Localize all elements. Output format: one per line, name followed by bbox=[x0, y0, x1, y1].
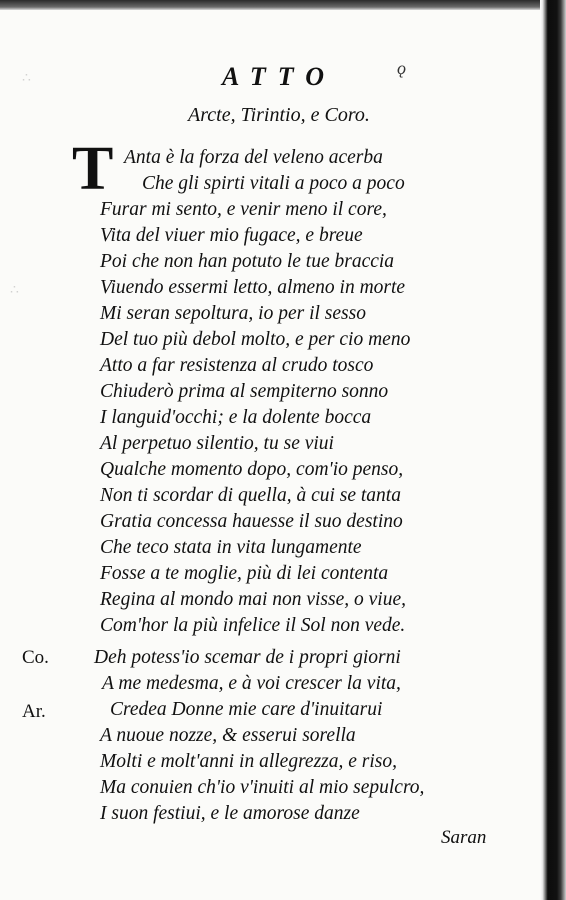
verse-line: Furar mi sento, e venir meno il core, bbox=[100, 199, 387, 220]
verse-line: Atto a far resistenza al crudo tosco bbox=[100, 355, 374, 376]
verse-line: Non ti scordar di quella, à cui se tanta bbox=[100, 485, 401, 506]
speaker-label: Ar. bbox=[22, 701, 46, 722]
verse-line: I suon festiui, e le amorose danze bbox=[100, 803, 360, 824]
verse-line: Che gli spirti vitali a poco a poco bbox=[142, 173, 405, 194]
verse-line: Anta è la forza del veleno acerba bbox=[124, 147, 383, 168]
verse-line: Qualche momento dopo, com'io penso, bbox=[100, 459, 404, 480]
speaker-label: Co. bbox=[22, 647, 49, 668]
verse-line: Com'hor la più infelice il Sol non vede. bbox=[100, 615, 406, 636]
running-head-mark: ǫ bbox=[397, 58, 406, 78]
verse-line: Credea Donne mie care d'inuitarui bbox=[110, 699, 383, 720]
verse-line: Al perpetuo silentio, tu se viui bbox=[100, 433, 334, 454]
verse-line: Ma conuien ch'io v'inuiti al mio sepulcro, bbox=[100, 777, 425, 798]
book-binding-edge bbox=[540, 0, 566, 900]
verse-line: Regina al mondo mai non visse, o viue, bbox=[100, 589, 406, 610]
page-top-edge bbox=[0, 0, 566, 10]
scene-heading: Arcte, Tirintio, e Coro. bbox=[188, 104, 370, 126]
verse-line: Vita del viuer mio fugace, e breue bbox=[100, 225, 363, 246]
print-bleed-mark: ∴ bbox=[10, 283, 19, 298]
verse-line: Gratia concessa hauesse il suo destino bbox=[100, 511, 403, 532]
running-head: ATTO bbox=[222, 62, 336, 91]
verse-line: Mi seran sepoltura, io per il sesso bbox=[100, 303, 366, 324]
verse-line: A nuoue nozze, & esserui sorella bbox=[100, 725, 356, 746]
verse-line: A me medesma, e à voi crescer la vita, bbox=[102, 673, 401, 694]
verse-line: I languid'occhi; e la dolente bocca bbox=[100, 407, 372, 428]
verse-line: Che teco stata in vita lungamente bbox=[100, 537, 362, 558]
verse-line: Poi che non han potuto le tue braccia bbox=[100, 251, 395, 272]
print-bleed-mark: ∴ bbox=[22, 71, 31, 86]
drop-cap: T bbox=[72, 135, 114, 203]
catchword: Saran bbox=[441, 827, 487, 848]
verse-line: Molti e molt'anni in allegrezza, e riso, bbox=[100, 751, 398, 772]
verse-line: Deh potess'io scemar de i propri giorni bbox=[94, 647, 401, 668]
verse-line: Viuendo essermi letto, almeno in morte bbox=[100, 277, 406, 298]
verse-line: Fosse a te moglie, più di lei contenta bbox=[100, 563, 389, 584]
verse-line: Chiuderò prima al sempiterno sonno bbox=[100, 381, 389, 402]
verse-line: Del tuo più debol molto, e per cio meno bbox=[100, 329, 411, 350]
